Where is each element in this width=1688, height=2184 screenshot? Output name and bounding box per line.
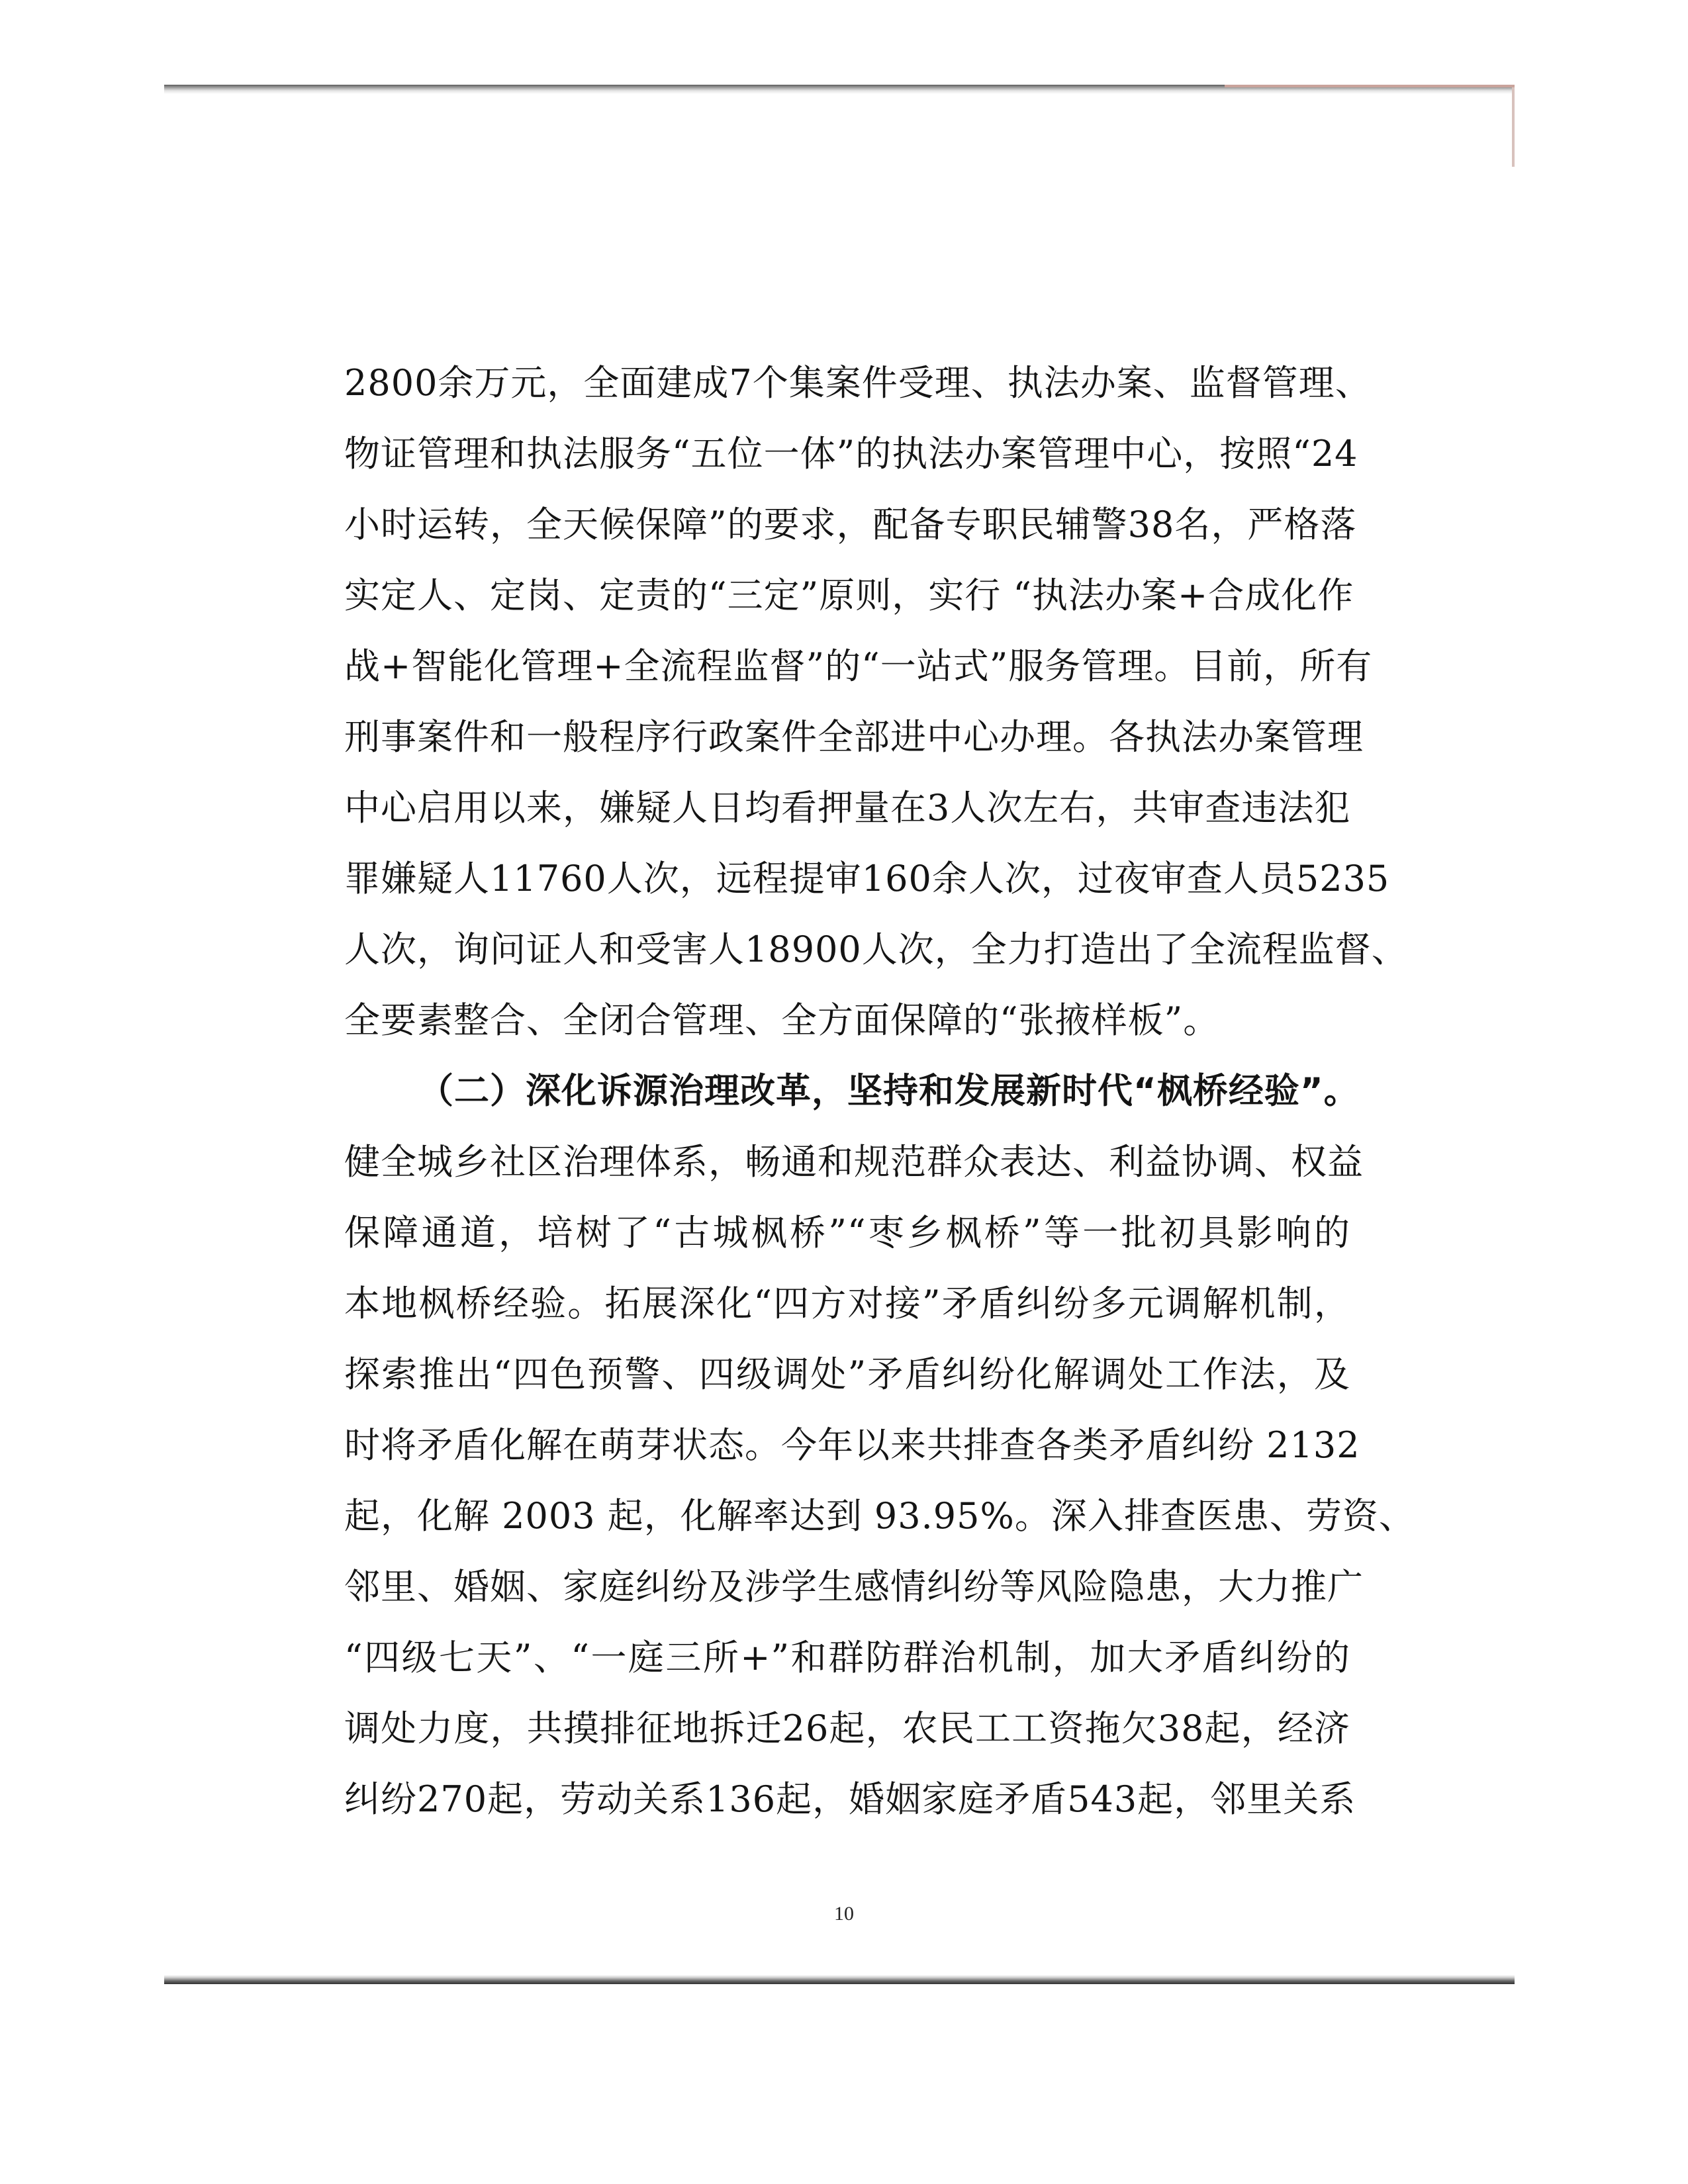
body-line: 中心启用以来，嫌疑人日均看押量在3人次左右，共审查违法犯 [344, 787, 1351, 829]
body-line: 保障通道，培树了“古城枫桥”“枣乡枫桥”等一批初具影响的 [344, 1212, 1350, 1253]
body-line: 起，化解 2003 起，化解率达到 93.95%。深入排查医患、劳资、 [344, 1495, 1415, 1537]
body-line: 健全城乡社区治理体系，畅通和规范群众表达、利益协调、权益 [344, 1141, 1364, 1183]
body-line: 调处力度，共摸排征地拆迁26起，农民工工资拖欠38起，经济 [344, 1707, 1350, 1749]
body-line: 邻里、婚姻、家庭纠纷及涉学生感情纠纷等风险隐患，大力推广 [344, 1566, 1364, 1608]
body-line: 罪嫌疑人11760人次，远程提审160余人次，过夜审查人员5235 [344, 858, 1390, 899]
body-line: 人次，询问证人和受害人18900人次，全力打造出了全流程监督、 [344, 929, 1408, 970]
body-line: 物证管理和执法服务“五位一体”的执法办案管理中心，按照“24 [344, 433, 1358, 475]
body-line: 刑事案件和一般程序行政案件全部进中心办理。各执法办案管理 [344, 716, 1364, 758]
body-line: 探索推出“四色预警、四级调处”矛盾纠纷化解调处工作法，及 [344, 1353, 1350, 1395]
body-line: 战+智能化管理+全流程监督”的“一站式”服务管理。目前，所有 [344, 645, 1373, 687]
body-line: 实定人、定岗、定责的“三定”原则，实行 “执法办案+合成化作 [344, 574, 1354, 616]
section-heading: （二）深化诉源治理改革，坚持和发展新时代“枫桥经验”。 [418, 1071, 1360, 1111]
body-line: 时将矛盾化解在萌芽状态。今年以来共排查各类矛盾纠纷 2132 [344, 1424, 1360, 1466]
page-number: 10 [834, 1903, 854, 1925]
body-line: 2800余万元，全面建成7个集案件受理、执法办案、监督管理、 [344, 362, 1372, 404]
body-line: 纠纷270起，劳动关系136起，婚姻家庭矛盾543起，邻里关系 [344, 1778, 1356, 1820]
body-line: 本地枫桥经验。拓展深化“四方对接”矛盾纠纷多元调解机制， [344, 1283, 1350, 1324]
scan-bottom-edge [164, 1975, 1515, 1984]
body-line: “四级七天”、“一庭三所+”和群防群治机制，加大矛盾纠纷的 [344, 1637, 1350, 1678]
body-line: 小时运转，全天候保障”的要求，配备专职民辅警38名，严格落 [344, 504, 1357, 545]
scan-top-accent [1225, 85, 1515, 87]
body-line: 全要素整合、全闭合管理、全方面保障的“张掖样板”。 [344, 999, 1220, 1041]
scan-right-edge [1512, 87, 1515, 167]
document-body [344, 347, 1415, 1835]
